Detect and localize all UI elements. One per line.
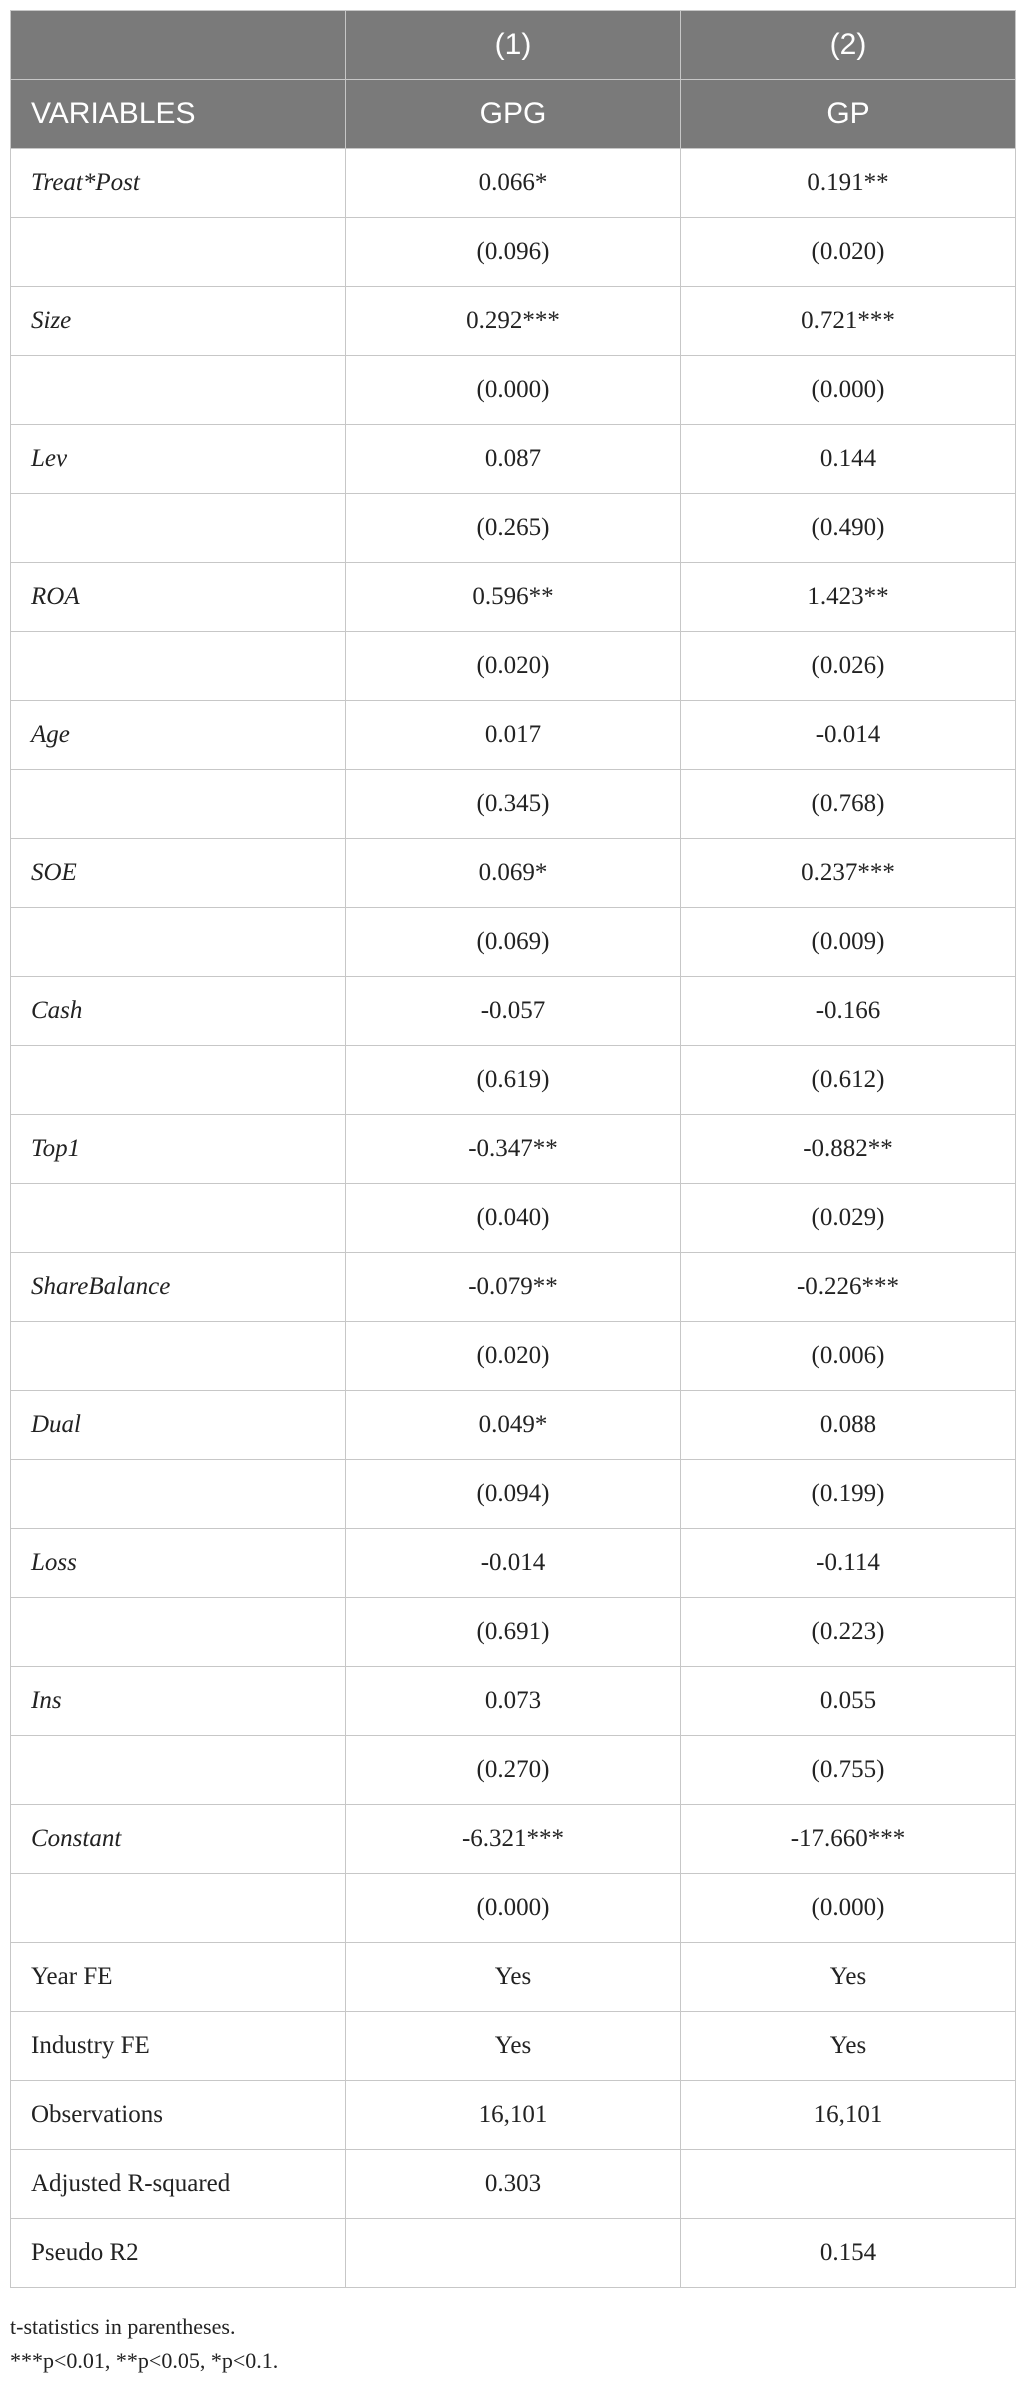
gp-value: (0.009) <box>681 908 1016 977</box>
gpg-value: (0.270) <box>346 1736 681 1805</box>
variable-label-empty <box>11 1736 346 1805</box>
table-row <box>11 1529 1016 1598</box>
gp-value: (0.020) <box>681 218 1016 287</box>
gp-value: -0.166 <box>681 977 1016 1046</box>
gpg-value: (0.020) <box>346 1322 681 1391</box>
table-row <box>11 1805 1016 1874</box>
gp-value: 0.144 <box>681 425 1016 494</box>
gpg-value: 0.303 <box>346 2150 681 2219</box>
variable-label: Size <box>11 287 346 356</box>
table-row <box>11 701 1016 770</box>
variable-label: Loss <box>11 1529 346 1598</box>
table-row <box>11 632 1016 701</box>
gpg-value: (0.040) <box>346 1184 681 1253</box>
gp-value: 1.423** <box>681 563 1016 632</box>
gpg-value: 0.069* <box>346 839 681 908</box>
gpg-value: 0.292*** <box>346 287 681 356</box>
variable-label: Constant <box>11 1805 346 1874</box>
table-body <box>11 149 1016 2288</box>
table-header <box>11 11 1016 149</box>
table-row <box>11 287 1016 356</box>
gpg-value: (0.020) <box>346 632 681 701</box>
table-row <box>11 149 1016 218</box>
gpg-value: Yes <box>346 1943 681 2012</box>
variable-label: Industry FE <box>11 2012 346 2081</box>
variable-label: ROA <box>11 563 346 632</box>
gpg-value: (0.096) <box>346 218 681 287</box>
table-row <box>11 1115 1016 1184</box>
note-significance: ***p<0.01, **p<0.05, *p<0.1. <box>10 2348 279 2373</box>
gpg-value: 0.073 <box>346 1667 681 1736</box>
gp-value: Yes <box>681 1943 1016 2012</box>
table-row <box>11 563 1016 632</box>
gp-value: 0.055 <box>681 1667 1016 1736</box>
gp-value: -0.014 <box>681 701 1016 770</box>
gp-value: 16,101 <box>681 2081 1016 2150</box>
variable-label: Ins <box>11 1667 346 1736</box>
variable-label: Top1 <box>11 1115 346 1184</box>
gpg-value: -0.014 <box>346 1529 681 1598</box>
table-row <box>11 2150 1016 2219</box>
table-row <box>11 1460 1016 1529</box>
gpg-value: 0.066* <box>346 149 681 218</box>
note-t-statistics: t-statistics in parentheses. <box>10 2314 236 2339</box>
variable-label-empty <box>11 1322 346 1391</box>
gpg-value: (0.619) <box>346 1046 681 1115</box>
gpg-value: (0.265) <box>346 494 681 563</box>
gpg-value: -0.347** <box>346 1115 681 1184</box>
gp-value <box>681 2150 1016 2219</box>
variable-label-empty <box>11 218 346 287</box>
regression-table <box>10 10 1016 2288</box>
variable-label-empty <box>11 770 346 839</box>
table-row <box>11 1736 1016 1805</box>
table-row <box>11 1184 1016 1253</box>
variable-label: Adjusted R-squared <box>11 2150 346 2219</box>
variable-label: Pseudo R2 <box>11 2219 346 2288</box>
table-row <box>11 356 1016 425</box>
gpg-value: -0.079** <box>346 1253 681 1322</box>
variable-label-empty <box>11 356 346 425</box>
gp-value: -0.226*** <box>681 1253 1016 1322</box>
table-row <box>11 2219 1016 2288</box>
gpg-value: (0.691) <box>346 1598 681 1667</box>
table-row <box>11 1667 1016 1736</box>
table-row <box>11 2081 1016 2150</box>
gp-value: (0.223) <box>681 1598 1016 1667</box>
table-row <box>11 839 1016 908</box>
gp-value: (0.199) <box>681 1460 1016 1529</box>
header-variables: VARIABLES <box>11 80 346 149</box>
gp-value: (0.026) <box>681 632 1016 701</box>
variable-label: Year FE <box>11 1943 346 2012</box>
header-blank-cell <box>11 11 346 80</box>
table-row <box>11 1943 1016 2012</box>
gp-value: -0.114 <box>681 1529 1016 1598</box>
table-row <box>11 1322 1016 1391</box>
gp-value: (0.000) <box>681 356 1016 425</box>
gp-value: 0.088 <box>681 1391 1016 1460</box>
gpg-value: 16,101 <box>346 2081 681 2150</box>
variable-label: Treat*Post <box>11 149 346 218</box>
gp-value: Yes <box>681 2012 1016 2081</box>
gp-value: (0.490) <box>681 494 1016 563</box>
table-row <box>11 1874 1016 1943</box>
header-gpg: GPG <box>346 80 681 149</box>
variable-label-empty <box>11 1874 346 1943</box>
gpg-value: 0.087 <box>346 425 681 494</box>
gp-value: -0.882** <box>681 1115 1016 1184</box>
variable-label-empty <box>11 1460 346 1529</box>
table-row <box>11 908 1016 977</box>
gpg-value: (0.069) <box>346 908 681 977</box>
gpg-value: 0.049* <box>346 1391 681 1460</box>
variable-label: Age <box>11 701 346 770</box>
gp-value: (0.006) <box>681 1322 1016 1391</box>
variable-label: Cash <box>11 977 346 1046</box>
variable-label-empty <box>11 494 346 563</box>
gp-value: 0.721*** <box>681 287 1016 356</box>
table-row <box>11 425 1016 494</box>
gpg-value: -6.321*** <box>346 1805 681 1874</box>
table-row <box>11 1253 1016 1322</box>
table-row <box>11 1391 1016 1460</box>
variable-label: Dual <box>11 1391 346 1460</box>
table-row <box>11 1046 1016 1115</box>
gpg-value: Yes <box>346 2012 681 2081</box>
table-row <box>11 2012 1016 2081</box>
header-model-2: (2) <box>681 11 1016 80</box>
gp-value: (0.755) <box>681 1736 1016 1805</box>
regression-table-container <box>10 10 1015 2288</box>
gp-value: (0.029) <box>681 1184 1016 1253</box>
variable-label-empty <box>11 1046 346 1115</box>
variable-label: ShareBalance <box>11 1253 346 1322</box>
header-row-model-numbers <box>11 11 1016 80</box>
gpg-value: 0.596** <box>346 563 681 632</box>
variable-label: Lev <box>11 425 346 494</box>
gpg-value <box>346 2219 681 2288</box>
gpg-value: -0.057 <box>346 977 681 1046</box>
gpg-value: (0.345) <box>346 770 681 839</box>
gp-value: (0.000) <box>681 1874 1016 1943</box>
table-row <box>11 218 1016 287</box>
gp-value: (0.612) <box>681 1046 1016 1115</box>
table-row <box>11 977 1016 1046</box>
gpg-value: (0.000) <box>346 356 681 425</box>
header-row-variables <box>11 80 1016 149</box>
header-gp: GP <box>681 80 1016 149</box>
gp-value: (0.768) <box>681 770 1016 839</box>
header-model-1: (1) <box>346 11 681 80</box>
gp-value: 0.237*** <box>681 839 1016 908</box>
table-row <box>11 770 1016 839</box>
variable-label: SOE <box>11 839 346 908</box>
variable-label-empty <box>11 632 346 701</box>
table-notes <box>10 2310 278 2378</box>
gp-value: 0.154 <box>681 2219 1016 2288</box>
gp-value: 0.191** <box>681 149 1016 218</box>
gpg-value: 0.017 <box>346 701 681 770</box>
table-row <box>11 1598 1016 1667</box>
gpg-value: (0.094) <box>346 1460 681 1529</box>
table-row <box>11 494 1016 563</box>
variable-label-empty <box>11 1598 346 1667</box>
variable-label-empty <box>11 1184 346 1253</box>
gpg-value: (0.000) <box>346 1874 681 1943</box>
variable-label: Observations <box>11 2081 346 2150</box>
gp-value: -17.660*** <box>681 1805 1016 1874</box>
variable-label-empty <box>11 908 346 977</box>
